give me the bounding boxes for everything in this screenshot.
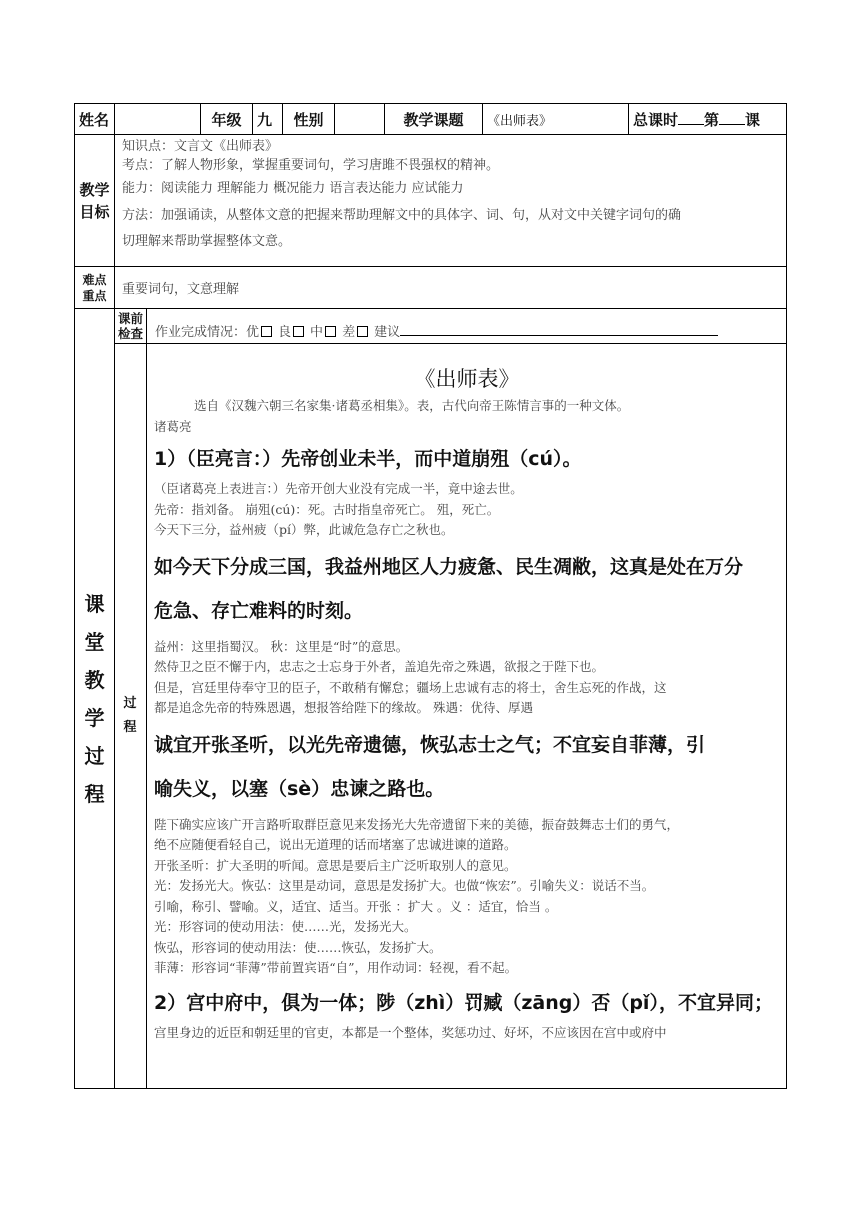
option-poor-label: 差 (342, 324, 356, 340)
precheck-row (75, 309, 787, 344)
note-line: （臣诸葛亮上表进言：）先帝开创大业没有完成一半，竟中途去世。 (154, 481, 523, 496)
content-wrapper (115, 344, 787, 1089)
lesson-label: 课 (745, 110, 761, 129)
suggest-label: 建议 (374, 324, 401, 340)
paragraph-translation: 如今天下分成三国，我益州地区人力疲惫、民生凋敝，这真是处在万分 (154, 555, 744, 578)
content-row (75, 344, 787, 1089)
option-good-label: 良 (278, 324, 292, 340)
source-line: 选自《汉魏六朝三名家集·诸葛丞相集》。表，古代向帝王陈情言事的一种文体。 (194, 398, 630, 413)
total-label: 总课时 (633, 110, 679, 129)
topic-label: 教学课题 (385, 104, 483, 135)
lesson-content (147, 344, 786, 1088)
lesson-title: 《出师表》 (414, 367, 520, 391)
note-line: 益州：这里指蜀汉。 秋：这里是“时”的意思。 (154, 638, 409, 654)
goal-line: 考点：了解人物形象，掌握重要词句，学习唐雎不畏强权的精神。 (122, 158, 500, 173)
note-line: 都是追念先帝的特殊恩遇，想报答给陛下的缘故。 殊遇：优待、厚遇 (154, 700, 533, 715)
suggest-input[interactable] (400, 323, 718, 336)
precheck-options (147, 313, 718, 340)
difficulty-text: 重要词句，文意理解 (115, 267, 787, 309)
goal-line: 切理解来帮助掌握整体文意。 (122, 234, 292, 249)
difficulty-label: 难点重点 (75, 267, 115, 309)
note-line: 然侍卫之臣不懈于内，忠志之士忘身于外者，盖追先帝之殊遇，欲报之于陛下也。 (154, 659, 605, 674)
option-medium-checkbox[interactable] (325, 326, 336, 337)
precheck-label: 课前检查 (115, 309, 147, 343)
grade-value[interactable]: 九 (253, 104, 283, 135)
goal-line: 知识点：文言文《出师表》 (122, 139, 279, 154)
gender-label: 性别 (283, 104, 335, 135)
index-blank[interactable] (719, 114, 745, 125)
note-line: 宫里身边的近臣和朝廷里的官吏，本都是一个整体，奖惩功过、好坏，不应该因在宫中或府中 (154, 1024, 667, 1040)
process-sub-label: 过程 (115, 344, 147, 1088)
note-line: 今天下三分，益州疲（pí）弊，此诚危急存亡之秋也。 (154, 522, 454, 537)
process-label: 课堂教学过程 (75, 309, 115, 1089)
option-medium-label: 中 (310, 324, 324, 340)
goal-line: 方法：加强诵读，从整体文意的把握来帮助理解文中的具体字、词、句，从对文中关键字词句的确 (122, 207, 682, 223)
precheck-cell (115, 309, 787, 344)
grade-label: 年级 (201, 104, 253, 135)
total-lessons (629, 104, 787, 135)
gender-field[interactable] (335, 104, 385, 135)
topic-value[interactable]: 《出师表》 (483, 104, 629, 135)
lesson-plan-table (74, 103, 787, 1089)
option-poor-checkbox[interactable] (357, 326, 368, 337)
paragraph-original: 2）宫中府中，俱为一体；陟（zhì）罚臧（zāng）否（pǐ），不宜异同； (154, 991, 773, 1014)
note-line: 光：形容词的使动用法：使……光，发扬光大。 (154, 919, 417, 934)
option-excellent-label: 优 (246, 324, 260, 340)
header-row (75, 104, 787, 135)
author-line: 诸葛亮 (154, 418, 192, 434)
paragraph-original: 喻失义，以塞（sè）忠谏之路也。 (154, 777, 445, 800)
name-label: 姓名 (75, 104, 115, 135)
goals-content (115, 135, 787, 267)
goals-row (75, 135, 787, 267)
note-line: 先帝：指刘备。 崩殂(cú)：死。古时指皇帝死亡。 殂，死亡。 (154, 501, 500, 517)
goal-line: 能力：阅读能力 理解能力 概况能力 语言表达能力 应试能力 (122, 181, 464, 196)
option-good-checkbox[interactable] (293, 326, 304, 337)
index-label: 第 (704, 110, 720, 129)
name-field[interactable] (115, 104, 201, 135)
note-line: 恢弘，形容词的使动用法：使……恢弘，发扬扩大。 (154, 939, 442, 955)
option-excellent-checkbox[interactable] (261, 326, 272, 337)
note-line: 绝不应随便看轻自己，说出无道理的话而堵塞了忠诚进谏的道路。 (154, 837, 517, 852)
difficulty-row (75, 267, 787, 309)
note-line: 光：发扬光大。恢弘：这里是动词，意思是发扬扩大。也做“恢宏”。引喻失义：说话不当。 (154, 878, 655, 893)
precheck-prefix: 作业完成情况： (155, 324, 247, 340)
total-blank[interactable] (678, 114, 704, 125)
goals-label: 教学目标 (75, 135, 115, 267)
note-line: 开张圣听：扩大圣明的听闻。意思是要后主广泛听取别人的意见。 (154, 857, 517, 873)
paragraph-translation: 危急、存亡难料的时刻。 (154, 599, 364, 622)
note-line: 引喻，称引、譬喻。义，适宜、适当。开张 ：扩大 。义 ：适宜，恰当 。 (154, 898, 558, 914)
note-line: 陛下确实应该广开言路听取群臣意见来发扬光大先帝遗留下来的美德，振奋鼓舞志士们的勇气， (154, 816, 680, 832)
paragraph-original: 诚宜开张圣听，以光先帝遗德，恢弘志士之气；不宜妄自菲薄，引 (154, 733, 706, 756)
note-line: 但是，宫廷里侍奉守卫的臣子，不敢稍有懈怠；疆场上忠诚有志的将士，舍生忘死的作战，这 (154, 679, 667, 695)
paragraph-original: 1）（臣亮言：）先帝创业未半，而中道崩殂（cú）。 (154, 448, 582, 470)
note-line: 菲薄：形容词“菲薄”带前置宾语“自”，用作动词：轻视，看不起。 (154, 960, 518, 975)
